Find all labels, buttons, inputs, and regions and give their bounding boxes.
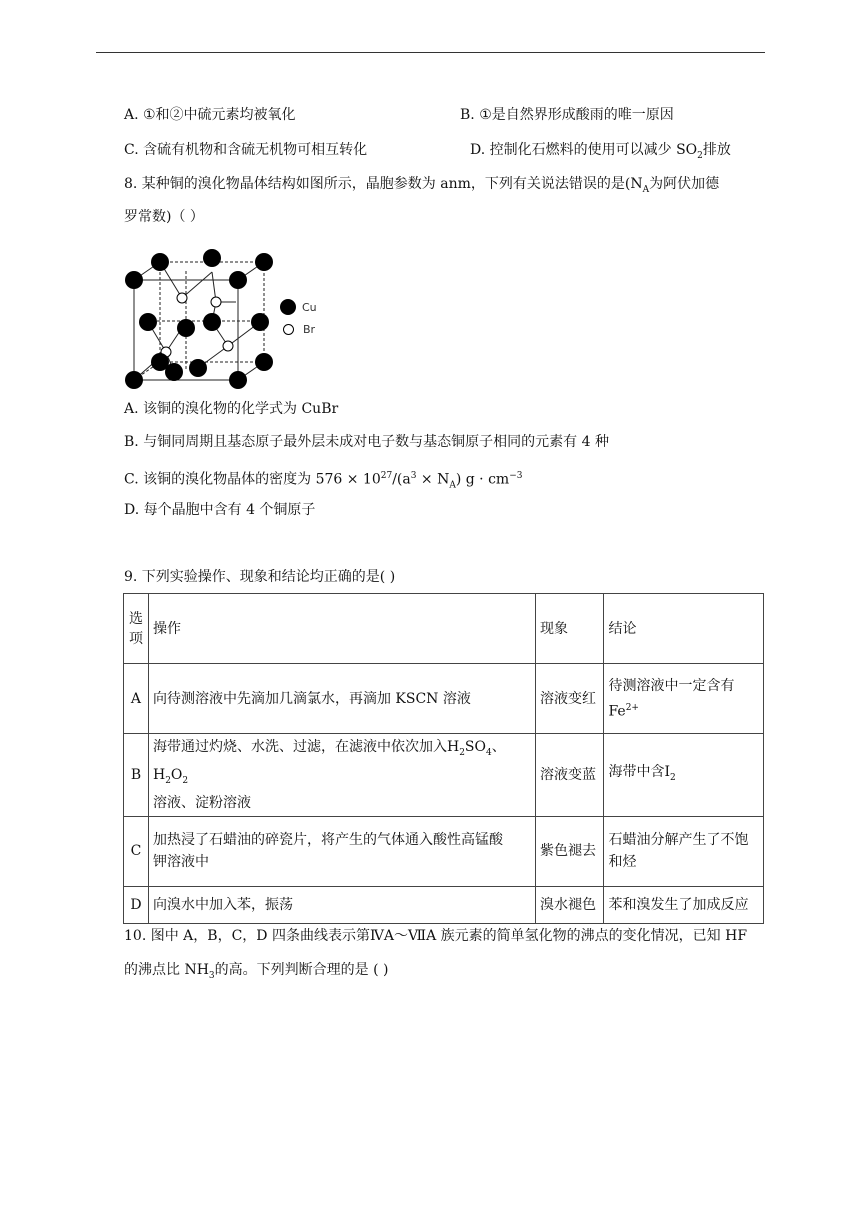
table-row: A 向待测溶液中先滴加几滴氯水，再滴加 KSCN 溶液 溶液变红 待测溶液中一定含有 $Fe^{2+}$ <box>124 664 764 734</box>
q10-stem-line2: 的沸点比 $NH_3$的高。下列判断合理的是 ( ) <box>124 962 389 981</box>
q7-option-b: B. ①是自然界形成酸雨的唯一原因 <box>460 107 674 123</box>
header-rule <box>96 52 765 53</box>
legend-br: Br <box>280 323 315 336</box>
q8-option-a: A. 该铜的溴化物的化学式为 CuBr <box>124 401 339 417</box>
q10-stem-line1: 10. 图中 A，B，C，D 四条曲线表示第ⅣA～ⅦA 族元素的简单氢化物的沸点的变化情况，已知 HF <box>124 928 748 944</box>
q7-option-a: A. ①和②中硫元素均被氧化 <box>124 107 296 123</box>
header-conclusion: 结论 <box>604 594 764 664</box>
q8-option-b: B. 与铜同周期且基态原子最外层未成对电子数与基态铜原子相同的元素有 4 种 <box>124 434 609 450</box>
br-atom-icon <box>283 324 294 335</box>
experiment-table <box>123 593 764 924</box>
q8-stem-line2: 罗常数)（ ） <box>124 209 204 225</box>
table-row: C 加热浸了石蜡油的碎瓷片，将产生的气体通入酸性高锰酸 钾溶液中 紫色褪去 石蜡油分解产生了不饱 和烃 <box>124 816 764 886</box>
header-option: 选项 <box>124 594 149 664</box>
header-phenomenon: 现象 <box>536 594 604 664</box>
q7-option-d: D. 控制化石燃料的使用可以减少 $SO_2$排放 <box>470 142 731 161</box>
q8-option-d: D. 每个晶胞中含有 4 个铜原子 <box>124 502 316 518</box>
crystal-structure-figure <box>124 248 280 390</box>
q8-stem-line1: 8. 某种铜的溴化物晶体结构如图所示，晶胞参数为 anm，下列有关说法错误的是($N_A$为阿伏加德 <box>124 176 720 195</box>
q9-stem: 9. 下列实验操作、现象和结论均正确的是( ) <box>124 569 396 585</box>
table-header-row <box>124 594 764 664</box>
cu-atom-icon <box>280 299 296 315</box>
q8-option-c: C. 该铜的溴化物晶体的密度为 $576 \times 10^{27}/(a^3 \times N_A) g \cdot cm^{-3}$ <box>124 471 523 491</box>
table-row: B 海带通过灼烧、水洗、过滤，在滤液中依次加入$H_2SO_4$、$H_2O_2$ 溶液、淀粉溶液 溶液变蓝 海带中含$I_2$ <box>124 734 764 817</box>
q7-option-c: C. 含硫有机物和含硫无机物可相互转化 <box>124 142 368 158</box>
table-row: D 向溴水中加入苯，振荡 溴水褪色 苯和溴发生了加成反应 <box>124 886 764 923</box>
legend-cu: Cu <box>280 299 317 315</box>
header-operation: 操作 <box>148 594 535 664</box>
